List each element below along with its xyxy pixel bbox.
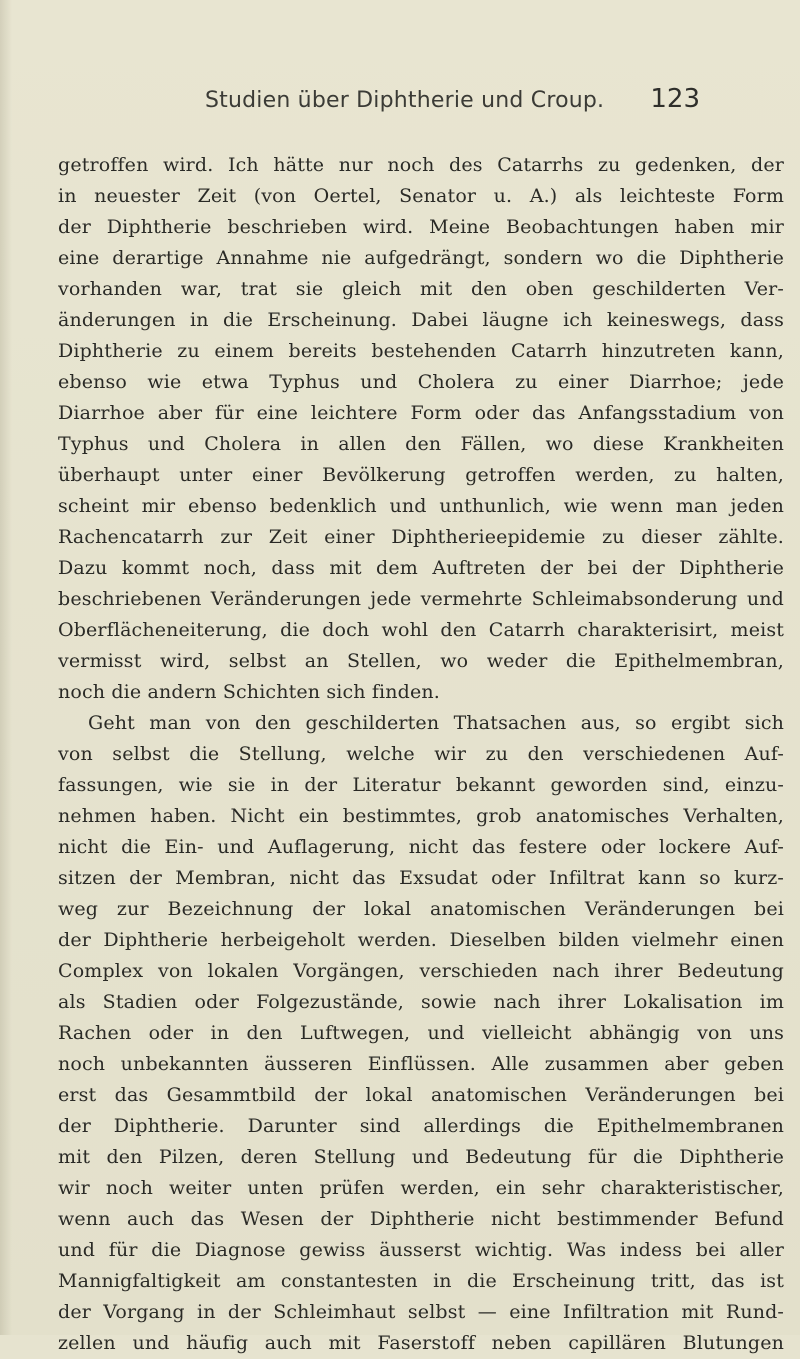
text-line: vermisst wird, selbst an Stellen, wo weder die Epithelmembran, bbox=[58, 650, 784, 672]
text-line: fassungen, wie sie in der Literatur bekannt geworden sind, einzu- bbox=[58, 774, 784, 796]
text-line: von selbst die Stellung, welche wir zu den verschiedenen Auf- bbox=[58, 743, 784, 765]
paragraph-start-line: Geht man von den geschilderten Thatsachen aus, so ergibt sich bbox=[88, 712, 784, 734]
text-line: als Stadien oder Folgezustände, sowie nach ihrer Lokalisation im bbox=[58, 991, 784, 1013]
text-line: Dazu kommt noch, dass mit dem Auftreten der bei der Diphtherie bbox=[58, 557, 784, 579]
text-line: Oberflächeneiterung, die doch wohl den Catarrh charakterisirt, meist bbox=[58, 619, 784, 641]
text-line: beschriebenen Veränderungen jede vermehrte Schleimabsonderung und bbox=[58, 588, 784, 610]
text-line: Rachencatarrh zur Zeit einer Diphtherieepidemie zu dieser zählte. bbox=[58, 526, 784, 548]
text-line: nicht die Ein- und Auflagerung, nicht das festere oder lockere Auf- bbox=[58, 836, 784, 858]
running-title: Studien über Diphtherie und Croup. bbox=[205, 88, 605, 113]
text-line: Complex von lokalen Vorgängen, verschieden nach ihrer Bedeutung bbox=[58, 960, 784, 982]
paragraph-end-line: noch die andern Schichten sich finden. bbox=[58, 681, 440, 703]
text-line: und für die Diagnose gewiss äusserst wichtig. Was indess bei aller bbox=[58, 1239, 784, 1261]
text-line: eine derartige Annahme nie aufgedrängt, sondern wo die Diphtherie bbox=[58, 247, 784, 269]
body-text bbox=[58, 150, 784, 1359]
text-line: mit den Pilzen, deren Stellung und Bedeutung für die Diphtherie bbox=[58, 1146, 784, 1168]
text-line: überhaupt unter einer Bevölkerung getroffen werden, zu halten, bbox=[58, 464, 784, 486]
text-line: sitzen der Membran, nicht das Exsudat oder Infiltrat kann so kurz- bbox=[58, 867, 784, 889]
text-line: Typhus und Cholera in allen den Fällen, wo diese Krankheiten bbox=[58, 433, 784, 455]
text-line: der Vorgang in der Schleimhaut selbst — eine Infiltration mit Rund- bbox=[58, 1301, 784, 1323]
text-line: der Diphtherie beschrieben wird. Meine Beobachtungen haben mir bbox=[58, 216, 784, 238]
text-line: in neuester Zeit (von Oertel, Senator u. A.) als leichteste Form bbox=[58, 185, 784, 207]
text-line: wenn auch das Wesen der Diphtherie nicht bestimmender Befund bbox=[58, 1208, 784, 1230]
page-header bbox=[205, 84, 700, 124]
text-line: ebenso wie etwa Typhus und Cholera zu einer Diarrhoe; jede bbox=[58, 371, 784, 393]
text-line: noch unbekannten äusseren Einflüssen. Alle zusammen aber geben bbox=[58, 1053, 784, 1075]
text-line: weg zur Bezeichnung der lokal anatomischen Veränderungen bei bbox=[58, 898, 784, 920]
text-line: änderungen in die Erscheinung. Dabei läugne ich keineswegs, dass bbox=[58, 309, 784, 331]
text-line: der Diphtherie herbeigeholt werden. Dieselben bilden vielmehr einen bbox=[58, 929, 784, 951]
text-line: scheint mir ebenso bedenklich und unthunlich, wie wenn man jeden bbox=[58, 495, 784, 517]
text-line: vorhanden war, trat sie gleich mit den oben geschilderten Ver- bbox=[58, 278, 784, 300]
page-edge-shadow bbox=[0, 0, 12, 1335]
text-line: wir noch weiter unten prüfen werden, ein sehr charakteristischer, bbox=[58, 1177, 784, 1199]
text-line: erst das Gesammtbild der lokal anatomischen Veränderungen bei bbox=[58, 1084, 784, 1106]
text-line: der Diphtherie. Darunter sind allerdings die Epithelmembranen bbox=[58, 1115, 784, 1137]
text-line: Diphtherie zu einem bereits bestehenden Catarrh hinzutreten kann, bbox=[58, 340, 784, 362]
text-line: getroffen wird. Ich hätte nur noch des Catarrhs zu gedenken, der bbox=[58, 154, 784, 176]
text-line: Rachen oder in den Luftwegen, und vielleicht abhängig von uns bbox=[58, 1022, 784, 1044]
page-number: 123 bbox=[650, 84, 700, 114]
text-line: Diarrhoe aber für eine leichtere Form oder das Anfangsstadium von bbox=[58, 402, 784, 424]
text-line: zellen und häufig auch mit Faserstoff neben capillären Blutungen bbox=[58, 1332, 784, 1354]
text-line: Mannigfaltigkeit am constantesten in die Erscheinung tritt, das ist bbox=[58, 1270, 784, 1292]
text-line: nehmen haben. Nicht ein bestimmtes, grob anatomisches Verhalten, bbox=[58, 805, 784, 827]
